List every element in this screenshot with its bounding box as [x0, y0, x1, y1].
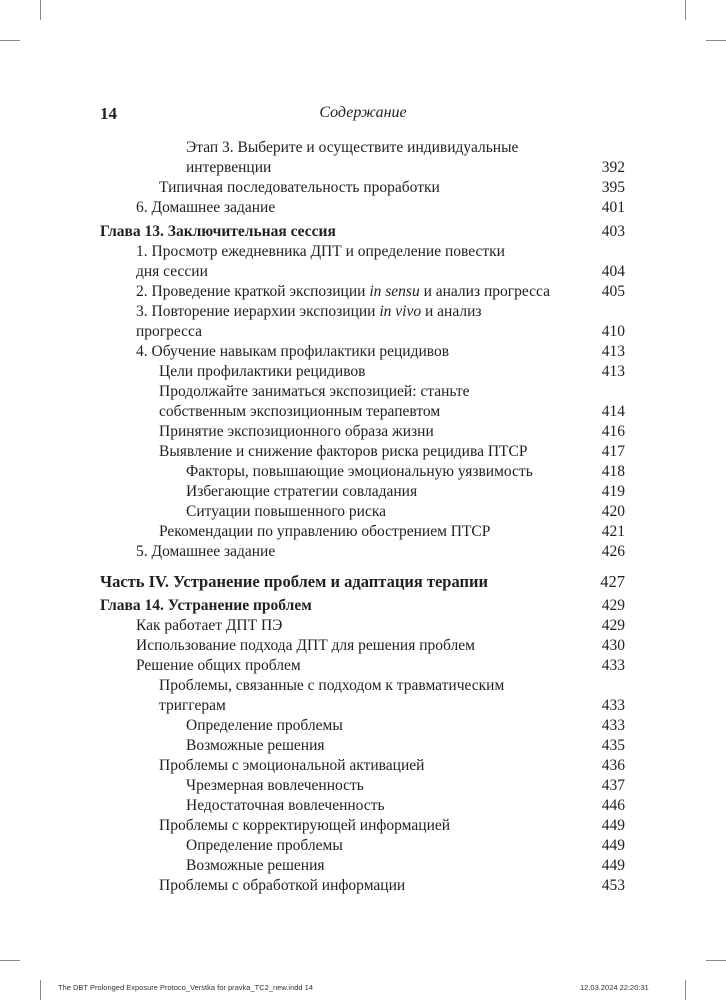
toc-entry-title: Выявление и снижение факторов риска рецидива ПТСР: [159, 443, 528, 460]
toc-entry-page: 419: [601, 483, 625, 500]
toc-entry-page: 403: [601, 223, 625, 240]
toc-entry-title: Глава 13. Заключительная сессия: [100, 223, 336, 240]
toc-entry: [159, 442, 527, 462]
toc-entry-page: 401: [601, 199, 625, 216]
toc-entry: [159, 402, 440, 422]
toc-entry-page: 433: [601, 717, 625, 734]
toc-entry-title: Ситуации повышенного риска: [186, 503, 387, 520]
toc-entry: [186, 796, 385, 816]
toc-entry-title: триггерам: [159, 697, 226, 714]
toc-entry-title: Проблемы с корректирующей информацией: [159, 817, 451, 834]
toc-entry-title: Проблемы с обработкой информации: [159, 877, 406, 894]
toc-entry-title: Типичная последовательность проработки: [159, 179, 440, 196]
toc-entry-title: Проблемы, связанные с подходом к травматическим: [159, 677, 505, 694]
toc-entry-page: 436: [601, 757, 625, 774]
toc-entry-title: Возможные решения: [186, 857, 325, 874]
toc-entry-page: 395: [601, 179, 625, 196]
crop-mark: [40, 0, 41, 20]
toc-entry-page: 421: [601, 523, 625, 540]
toc-entry-page: 416: [601, 423, 625, 440]
toc-entry: [136, 242, 505, 262]
toc-entry-title: Решение общих проблем: [136, 657, 301, 674]
toc-entry-title: Этап 3. Выберите и осуществите индивидуальные: [186, 139, 519, 156]
toc-entry-page: 429: [601, 617, 625, 634]
toc-entry-page: 404: [601, 263, 625, 280]
toc-entry-title: 2. Проведение краткой экспозиции in sensu и анализ прогресса: [136, 283, 550, 300]
toc-entry-title: Часть IV. Устранение проблем и адаптация терапии: [100, 572, 489, 591]
toc-entry-title: Использование подхода ДПТ для решения проблем: [136, 637, 475, 654]
toc-entry-title: Определение проблемы: [186, 717, 343, 734]
toc-entry: [186, 836, 343, 856]
page-number: 14: [100, 104, 117, 123]
toc-entry-title: интервенции: [186, 159, 272, 176]
toc-entry: [136, 656, 301, 676]
crop-mark: [0, 40, 20, 41]
toc-entry-title: 3. Повторение иерархии экспозиции in vivo и анализ: [136, 303, 482, 320]
toc-entry: [186, 482, 417, 502]
toc-entry-title: Чрезмерная вовлеченность: [186, 777, 364, 794]
toc-entry: [159, 422, 434, 442]
toc-entry: [136, 322, 202, 342]
footer-date-time: 12.03.2024 22:20:31: [580, 983, 649, 992]
toc-entry-title: Как работает ДПТ ПЭ: [136, 617, 283, 634]
toc-entry-page: 437: [601, 777, 625, 794]
toc-entry-title: собственным экспозиционным терапевтом: [159, 403, 441, 420]
toc-entry: [136, 636, 475, 656]
toc-entry: [136, 342, 449, 362]
toc-entry-page: 392: [601, 159, 625, 176]
toc-entry-title: Цели профилактики рецидивов: [159, 363, 366, 380]
toc-entry: [136, 282, 550, 302]
toc-entry-page: 433: [601, 697, 625, 714]
toc-entry-page: 446: [601, 797, 625, 814]
toc-entry-title: Рекомендации по управлению обострением ПТСР: [159, 523, 491, 540]
toc-entry: [136, 302, 481, 322]
toc-entry: [159, 816, 450, 836]
toc-entry-title: 4. Обучение навыкам профилактики рецидивов: [136, 343, 450, 360]
crop-mark: [706, 40, 726, 41]
toc-entry-page: 410: [601, 323, 625, 340]
toc-entry-title: Недостаточная вовлеченность: [186, 797, 385, 814]
footer-file-info: The DBT Prolonged Exposure Protoco_Verstka for pravka_TC2_new.indd 14: [58, 983, 314, 992]
toc-entry: [159, 676, 504, 696]
toc-entry: [186, 716, 343, 736]
toc-entry: [159, 522, 490, 542]
toc-entry-title: Определение проблемы: [186, 837, 343, 854]
toc-entry-page: 418: [601, 463, 625, 480]
toc-entry-title: дня сессии: [136, 263, 208, 280]
toc-entry: [159, 696, 226, 716]
toc-entry: [100, 222, 336, 242]
toc-entry-page: 414: [601, 403, 625, 420]
toc-entry-page: 413: [601, 363, 625, 380]
toc-entry: [186, 502, 386, 522]
toc-entry: [186, 158, 271, 178]
toc-entry-page: 435: [601, 737, 625, 754]
toc-entry-title: Проблемы с эмоциональной активацией: [159, 757, 425, 774]
crop-mark: [685, 980, 686, 1000]
toc-entry-page: 426: [601, 543, 625, 560]
toc-entry: [186, 776, 364, 796]
toc-entry-title: Избегающие стратегии совладания: [186, 483, 418, 500]
crop-mark: [0, 960, 20, 961]
toc-entry: [136, 262, 208, 282]
toc-entry-title: Факторы, повышающие эмоциональную уязвимость: [186, 463, 533, 480]
crop-mark: [706, 960, 726, 961]
toc-entry-title: Принятие экспозиционного образа жизни: [159, 423, 434, 440]
toc-entry-page: 449: [601, 817, 625, 834]
toc-entry: [159, 178, 440, 198]
toc-entry-page: 429: [601, 597, 625, 614]
toc-entry-page: 405: [601, 283, 625, 300]
toc-entry-page: 427: [600, 572, 625, 591]
toc-entry-page: 413: [601, 343, 625, 360]
toc-entry-title: Возможные решения: [186, 737, 325, 754]
toc-entry: [186, 856, 325, 876]
toc-entry-page: 430: [601, 637, 625, 654]
toc-entry-title: Продолжайте заниматься экспозицией: станьте: [159, 383, 470, 400]
toc-entry: [159, 876, 405, 896]
toc-entry: [186, 462, 533, 482]
toc-entry: [136, 616, 282, 636]
toc-entry-title: 5. Домашнее задание: [136, 543, 276, 560]
crop-mark: [40, 980, 41, 1000]
toc-entry-title: 1. Просмотр ежедневника ДПТ и определение повестки: [136, 243, 505, 260]
toc-entry: [159, 756, 424, 776]
toc-entry-page: 449: [601, 837, 625, 854]
running-title: Содержание: [319, 104, 407, 121]
toc-entry: [159, 362, 366, 382]
toc-entry: [159, 382, 470, 402]
toc-entry: [136, 198, 275, 218]
toc-entry: [186, 736, 325, 756]
toc-entry: [136, 542, 275, 562]
toc-entry: [100, 572, 488, 592]
toc-entry-title: 6. Домашнее задание: [136, 199, 276, 216]
crop-mark: [685, 0, 686, 20]
toc-entry-page: 417: [601, 443, 625, 460]
toc-entry: [100, 596, 312, 616]
toc-entry-page: 449: [601, 857, 625, 874]
toc-entry-title: прогресса: [136, 323, 202, 340]
toc-entry-page: 453: [601, 877, 625, 894]
toc-entry-page: 433: [601, 657, 625, 674]
toc-entry-page: 420: [601, 503, 625, 520]
toc-entry-title: Глава 14. Устранение проблем: [100, 597, 312, 614]
toc-entry: [186, 138, 518, 158]
